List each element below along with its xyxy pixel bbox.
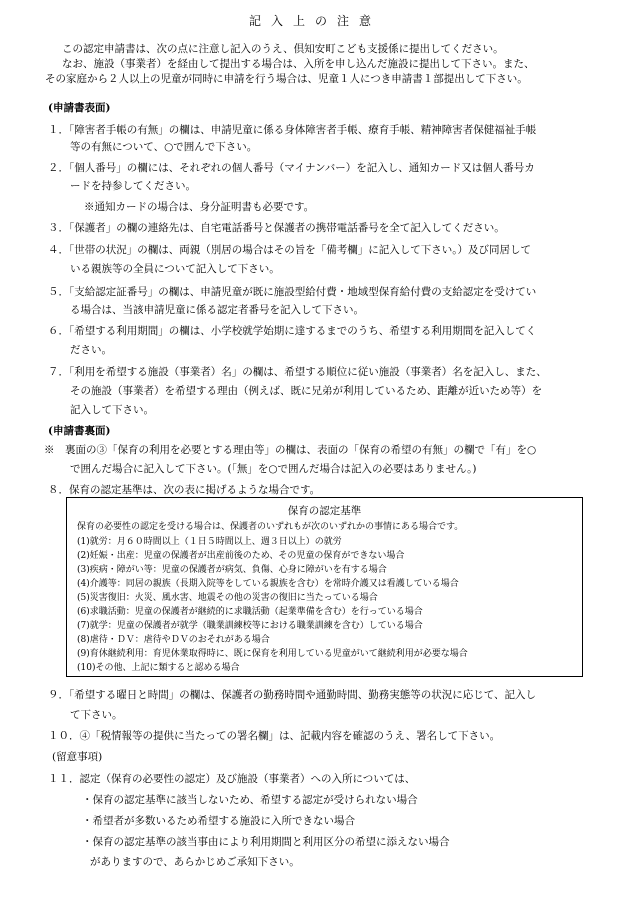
front-item: ７．「利用を希望する施設（事業者）名」の欄は、希望する順位に従い施設（事業者）名を記入し、また、 xyxy=(48,366,547,378)
back-item: ※ 裏面の③「保育の利用を必要とする理由等」の欄は、表面の「保育の希望の有無」の欄で「有」を○ xyxy=(44,444,537,456)
front-item: １．「障害者手帳の有無」の欄は、申請児童に係る身体障害者手帳、療育手帳、精神障害者保健福祉手帳 xyxy=(48,124,537,136)
front-item: 記入して下さい。 xyxy=(70,404,154,416)
front-item: ※通知カードの場合は、身分証明書も必要です。 xyxy=(84,201,315,213)
notes-item: ・希望者が多数いるため希望する施設に入所できない場合 xyxy=(82,815,355,827)
criteria-item: (10)その他、上記に類すると認める場合 xyxy=(77,663,240,673)
criteria-item: (8)虐待・ＤＶ：虐待やＤＶのおそれがある場合 xyxy=(77,635,270,645)
front-item: ２．「個人番号」の欄には、それぞれの個人番号（マイナンバー）を記入し、通知カード又は個人番号カ xyxy=(48,162,535,174)
criteria-item: (7)就学：児童の保護者が就学（職業訓練校等における職業訓練を含む）している場合 xyxy=(77,621,423,631)
after-item: ９．「希望する曜日と時間」の欄は、保護者の勤務時間や通勤時間、勤務実態等の状況に応じて、記入し xyxy=(48,689,537,701)
notes-item: １１．認定（保育の必要性の認定）及び施設（事業者）への入所については、 xyxy=(48,773,416,785)
intro-line: なお、施設（事業者）を経由して提出する場合は、入所を申し込んだ施設に提出して下さい。また、 xyxy=(62,58,535,70)
criteria-lead: 保育の必要性の認定を受ける場合は、保護者のいずれもが次のいずれかの事情にある場合です。 xyxy=(77,522,464,532)
front-item: ６．「希望する利用期間」の欄は、小学校就学始期に達するまでのうち、希望する利用期間を記入してく xyxy=(48,325,537,337)
front-item: その施設（事業者）を希望する理由（例えば、既に兄弟が利用しているため、距離が近いため等）を xyxy=(70,385,543,397)
front-item: ５．「支給認定証番号」の欄は、申請児童が既に施設型給付費・地域型保育給付費の支給認定を受けてい xyxy=(48,286,537,298)
back-item: で囲んだ場合に記入して下さい。(「無」を○で囲んだ場合は記入の必要はありません。) xyxy=(70,463,477,475)
criteria-item: (4)介護等：同居の親族（長期入院等をしている親族を含む）を常時介護又は看護している場合 xyxy=(77,579,459,589)
after-item: １０．④「税情報等の提供に当たっての署名欄」は、記載内容を確認のうえ、署名して下さい。 xyxy=(48,730,501,742)
criteria-box-title: 保育の認定基準 xyxy=(287,505,362,517)
front-item: る場合は、当該申請児童に係る認定者番号を記入して下さい。 xyxy=(70,304,364,316)
front-item: ３．「保護者」の欄の連絡先は、自宅電話番号と保護者の携帯電話番号を全て記入してください。 xyxy=(48,222,505,234)
front-item: ４．「世帯の状況」の欄は、両親（別居の場合はその旨を「備考欄」に記入して下さい。）及び同居して xyxy=(48,244,531,256)
criteria-item: (9)育休継続利用：育児休業取得時に、既に保育を利用している児童がいて継続利用が必要な場合 xyxy=(77,649,468,659)
page-title: 記入上の注意 xyxy=(248,14,381,28)
notes-item: ・保育の認定基準の該当事由により利用期間と利用区分の希望に添えない場合 xyxy=(82,836,450,848)
notes-item: がありますので、あらかじめご承知下さい。 xyxy=(90,856,300,868)
criteria-box xyxy=(66,497,583,677)
criteria-item: (2)妊娠・出産：児童の保護者が出産前後のため、その児童の保育ができない場合 xyxy=(77,551,405,561)
front-item: いる親族等の全員について記入して下さい。 xyxy=(70,263,280,275)
criteria-item: (3)疾病・障がい等：児童の保護者が病気、負傷、心身に障がいを有する場合 xyxy=(77,565,387,575)
back-item: ８．保育の認定基準は、次の表に掲げるような場合です。 xyxy=(48,484,321,496)
intro-line: その家庭から２人以上の児童が同時に申請を行う場合は、児童１人につき申請書１部提出して下さい。 xyxy=(45,73,528,85)
back-heading: (申請書裏面) xyxy=(48,425,111,437)
front-item: ださい。 xyxy=(70,344,112,356)
front-item: 等の有無について、○で囲んで下さい。 xyxy=(70,141,258,153)
notes-item: ・保育の認定基準に該当しないため、希望する認定が受けられない場合 xyxy=(82,794,418,806)
criteria-item: (1)就労：月６０時間以上（１日５時間以上、週３日以上）の就労 xyxy=(77,537,342,547)
criteria-item: (6)求職活動：児童の保護者が継続的に求職活動（起業準備を含む）を行っている場合 xyxy=(77,607,423,617)
notes-heading: (留意事項) xyxy=(52,751,103,763)
after-item: て下さい。 xyxy=(70,709,123,721)
intro-line: この認定申請書は、次の点に注意し記入のうえ、倶知安町こども支援係に提出してください。 xyxy=(62,43,504,55)
front-heading: (申請書表面) xyxy=(48,102,111,114)
criteria-item: (5)災害復旧：火災、風水害、地震その他の災害の復旧に当たっている場合 xyxy=(77,593,378,603)
front-item: ードを持参してください。 xyxy=(70,180,196,192)
